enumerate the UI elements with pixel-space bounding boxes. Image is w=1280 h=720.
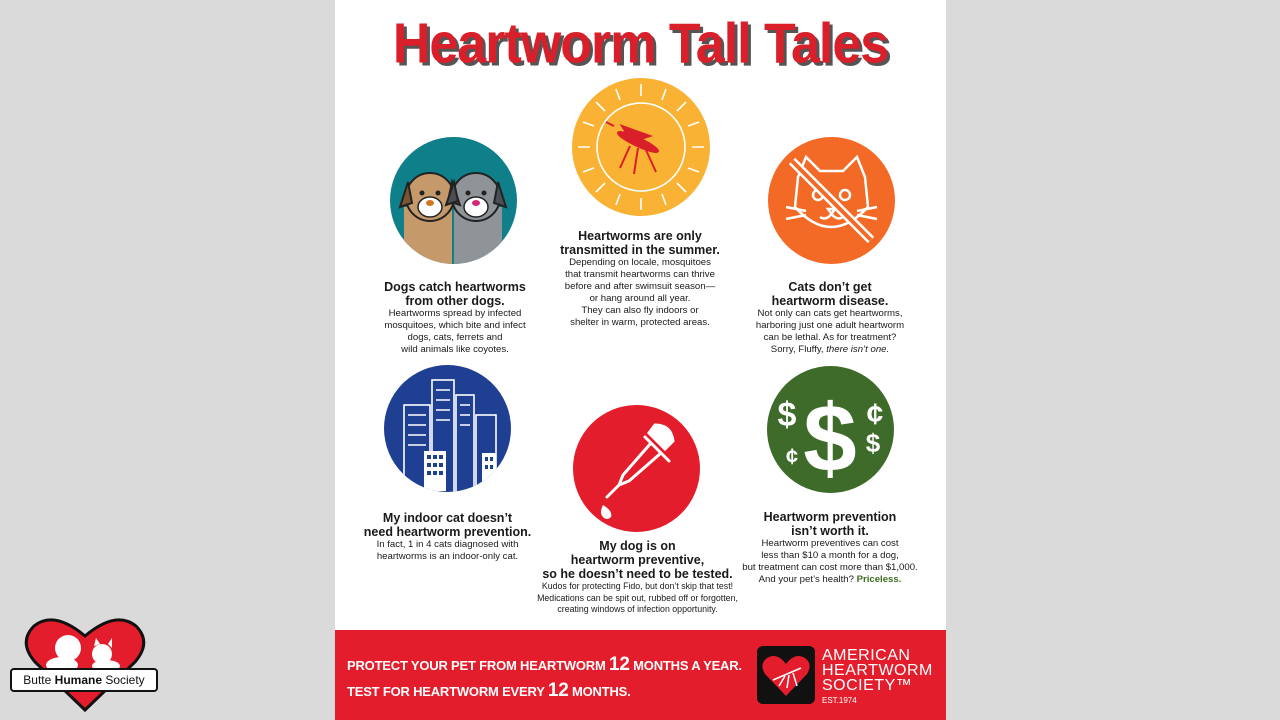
- myth-heading: My indoor cat doesn’t need heartworm prevention.: [363, 511, 532, 539]
- myth-cats-text: [730, 280, 930, 356]
- ahs-heart-logo: [757, 646, 815, 704]
- svg-text:$: $: [777, 396, 797, 434]
- banner-line-2: TEST FOR HEARTWORM EVERY 12 MONTHS.: [347, 680, 631, 701]
- myth-body: Depending on locale, mosquitoes that transmit heartworms can thrive before and after swimsuit season— or hang around all year. They can also fly indoors or shelter in warm, protected areas.: [564, 257, 716, 328]
- svg-text:¢: ¢: [785, 444, 799, 469]
- svg-text:¢: ¢: [866, 398, 884, 431]
- dogs-icon: [390, 137, 517, 264]
- bhs-logo: [10, 610, 160, 715]
- poster-title: Heartworm Tall Tales: [392, 12, 889, 76]
- myth-heading: Heartworms are only transmitted in the summer.: [560, 229, 720, 257]
- mosquito-sun-icon: [572, 78, 710, 216]
- myth-body: Heartworms spread by infected mosquitoes, which bite and infect dogs, cats, ferrets and wild animals like coyotes.: [384, 308, 526, 355]
- city-buildings-icon: [384, 365, 511, 492]
- myth-heading: Heartworm prevention isn’t worth it.: [763, 510, 897, 538]
- money-icon: [767, 366, 894, 493]
- myth-summer-text: [540, 229, 740, 329]
- myth-cost-text: [720, 510, 940, 586]
- myth-body: Kudos for protecting Fido, but don’t skip that test! Medications can be spit out, rubbed off or forgotten, creating windows of infection opportunity.: [537, 581, 738, 614]
- myth-body: Heartworm preventives can cost less than $10 a month for a dog, but treatment can cost more than $1,000. And your pet’s health? Priceless.: [742, 538, 918, 585]
- myth-heading: Cats don’t get heartworm disease.: [771, 280, 889, 308]
- bhs-name: Butte Humane Society: [10, 668, 158, 692]
- myth-heading: Dogs catch heartworms from other dogs.: [384, 280, 526, 308]
- dropper-icon: [573, 405, 700, 532]
- svg-text:$: $: [865, 428, 881, 458]
- myth-dogs-text: [355, 280, 555, 356]
- myth-heading: My dog is on heartworm preventive, so he doesn’t need to be tested.: [542, 539, 733, 581]
- footer-banner: [335, 630, 946, 720]
- crossed-cat-icon: [768, 137, 895, 264]
- myth-body: In fact, 1 in 4 cats diagnosed with heartworms is an indoor-only cat.: [376, 539, 519, 562]
- ahs-name: AMERICAN HEARTWORM SOCIETY™: [822, 647, 933, 694]
- myth-preventive-text: [525, 539, 750, 616]
- ahs-established: EST.1974: [822, 696, 857, 705]
- poster: [335, 0, 946, 720]
- banner-line-1: PROTECT YOUR PET FROM HEARTWORM 12 MONTHS A YEAR.: [347, 654, 742, 675]
- myth-body: Not only can cats get heartworms, harboring just one adult heartworm can be lethal. As for treatment? Sorry, Fluffy, there isn’t one.: [755, 308, 905, 355]
- myth-indoor-cat-text: [345, 511, 550, 563]
- svg-text:$: $: [803, 385, 857, 492]
